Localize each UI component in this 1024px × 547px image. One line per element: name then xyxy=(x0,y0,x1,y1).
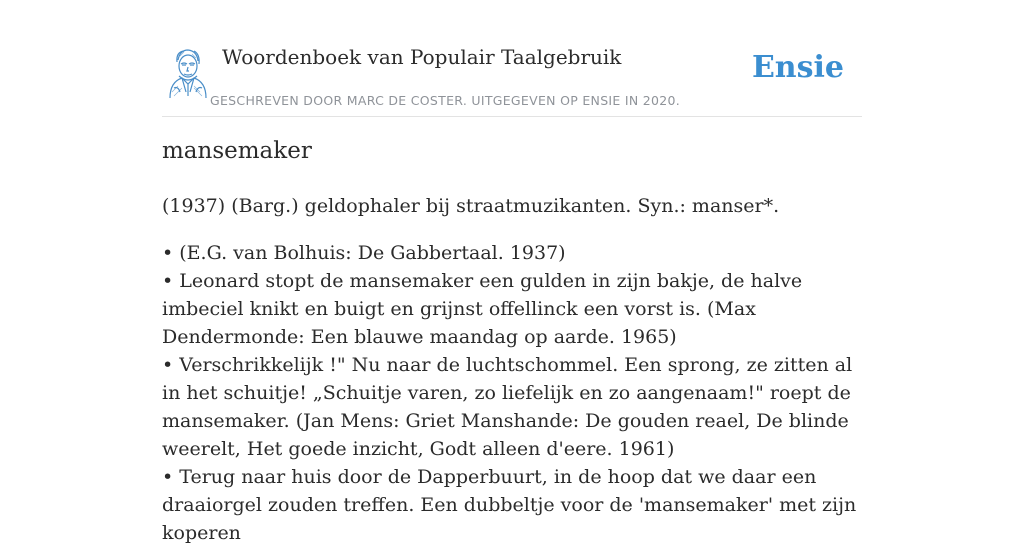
byline: GESCHREVEN DOOR MARC DE COSTER. UITGEGEVEN OP ENSIE IN 2020. xyxy=(210,93,681,108)
quote-item: • Verschrikkelijk !" Nu naar de luchtschommel. Een sprong, ze zitten al in het schuitje! „Schuitje varen, zo liefelijk en zo aangenaam!" roept de mansemaker. (Jan Mens: Griet Manshande: De gouden reael, De blinde weerelt, Het goede inzicht, Godt alleen d'eere. 1961) xyxy=(162,354,853,460)
book-title[interactable]: Woordenboek van Populair Taalgebruik xyxy=(222,45,622,69)
site-header xyxy=(162,40,862,117)
definition-text: (1937) (Barg.) geldophaler bij straatmuzikanten. Syn.: manser*. xyxy=(162,195,780,217)
quotes-list xyxy=(162,239,862,547)
quote-item: • (E.G. van Bolhuis: De Gabbertaal. 1937) xyxy=(162,242,566,264)
quote-item: • Leonard stopt de mansemaker een gulden in zijn bakje, de halve imbeciel knikt en buigt en grijnst offellinck een vorst is. (Max Dendermonde: Een blauwe maandag op aarde. 1965) xyxy=(162,270,803,348)
quote-item: • Terug naar huis door de Dapperbuurt, in de hoop dat we daar een draaiorgel zouden treffen. Een dubbeltje voor de 'mansemaker' met zijn koperen xyxy=(162,466,857,544)
author-portrait-icon xyxy=(164,46,210,98)
ensie-logo-link[interactable]: Ensie xyxy=(751,50,844,85)
page-title: mansemaker xyxy=(162,138,312,164)
